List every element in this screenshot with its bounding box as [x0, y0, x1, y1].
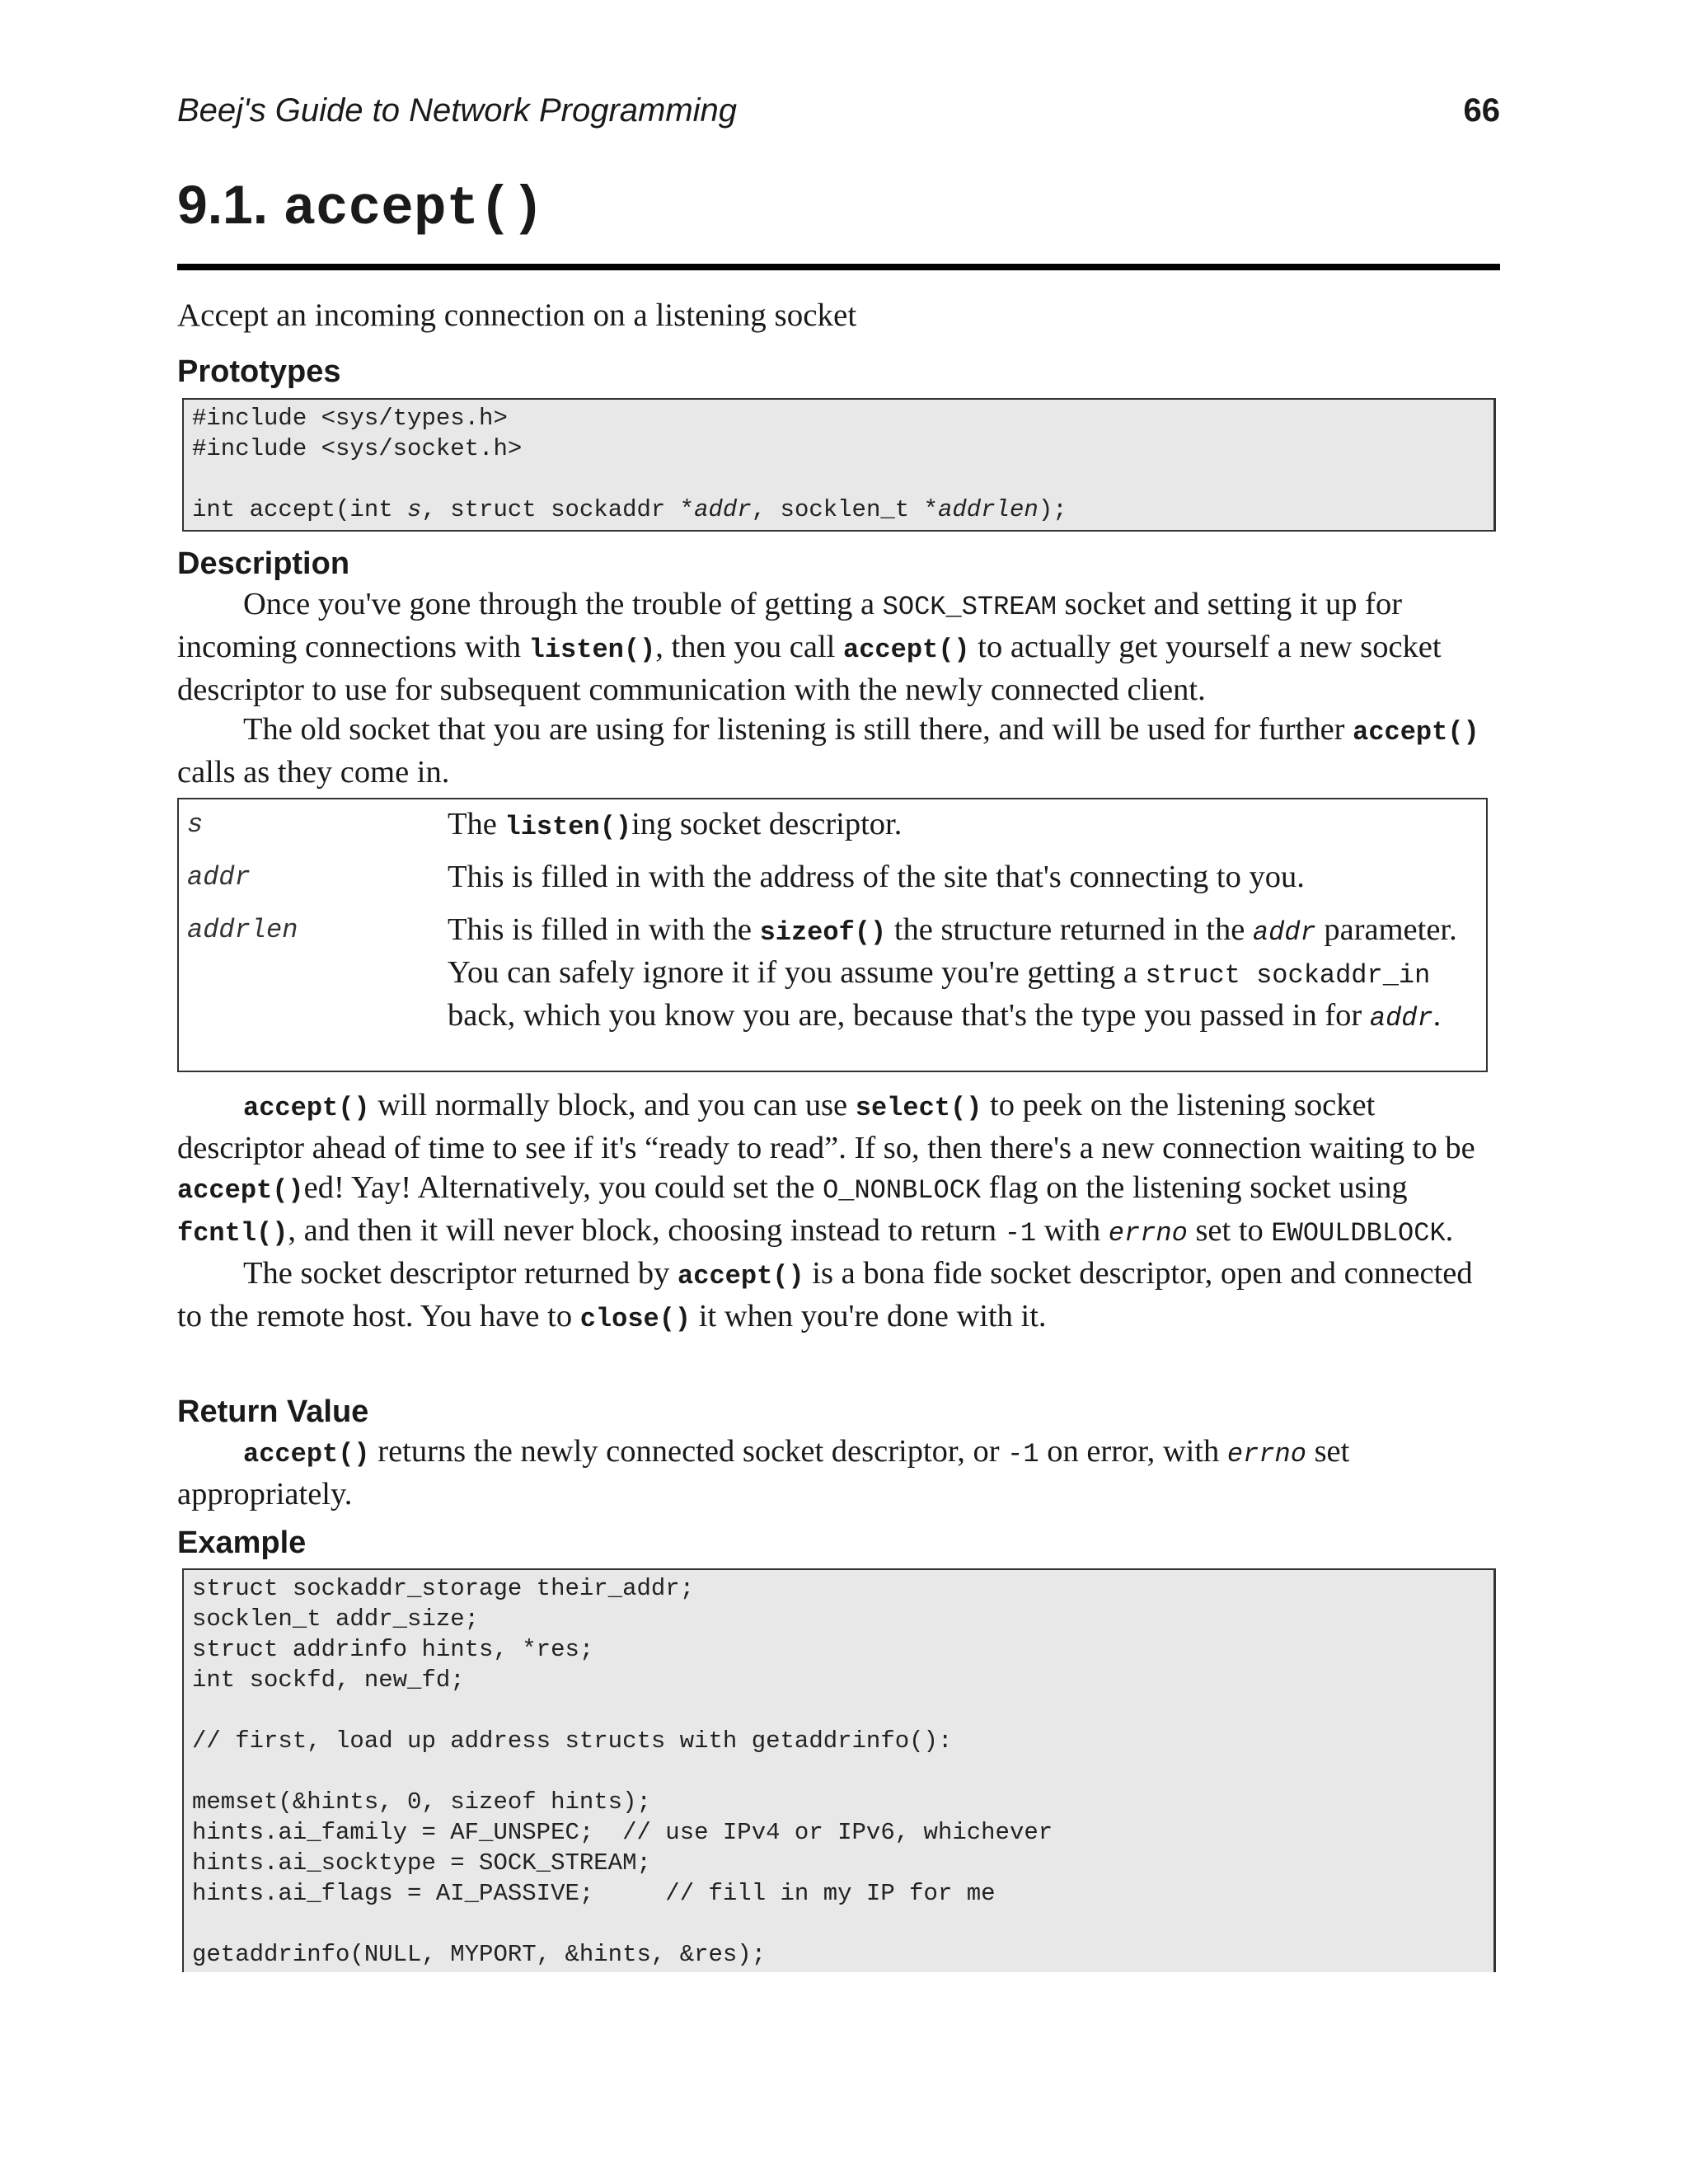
- code-line: hints.ai_flags = AI_PASSIVE; // fill in my IP for me: [192, 1880, 996, 1907]
- code-line: hints.ai_socktype = SOCK_STREAM;: [192, 1849, 651, 1877]
- text: parameter. You can safely ignore it if you assume you're getting a: [448, 912, 1457, 990]
- sig-param-addrlen: addrlen: [937, 496, 1039, 523]
- code-line-signature: [192, 496, 1067, 523]
- example-heading: Example: [177, 1526, 307, 1560]
- description-paragraph-1: [177, 584, 1500, 710]
- return-value-paragraph: [177, 1432, 1500, 1514]
- function-accept: accept(): [843, 635, 970, 665]
- code-line: #include <sys/types.h>: [192, 405, 508, 432]
- text: ed! Yay! Alternatively, you could set the: [303, 1170, 823, 1205]
- text: back, which you know you are, because that's the type you passed in for: [448, 998, 1370, 1033]
- behavior-paragraph-2: [177, 1254, 1500, 1339]
- function-summary: Accept an incoming connection on a listening socket: [177, 298, 857, 333]
- prototypes-code-block: [182, 398, 1496, 532]
- constant-ewouldblock: EWOULDBLOCK: [1271, 1218, 1446, 1249]
- text: Once you've gone through the trouble of getting a: [243, 587, 883, 621]
- sig-part: , struct sockaddr *: [421, 496, 695, 523]
- sig-part: , socklen_t *: [751, 496, 938, 523]
- description-paragraph-2: [177, 710, 1500, 792]
- description-heading: Description: [177, 546, 350, 581]
- code-line: #include <sys/socket.h>: [192, 435, 523, 462]
- text: socket and setting it up for incoming connections with: [177, 587, 1403, 664]
- behavior-paragraph-1: [177, 1085, 1500, 1254]
- sig-param-s: s: [407, 496, 422, 523]
- text: returns the newly connected socket descriptor, or: [369, 1434, 1008, 1469]
- code-line: hints.ai_family = AF_UNSPEC; // use IPv4 or IPv6, whichever: [192, 1819, 1053, 1846]
- function-accept: accept(): [1353, 717, 1479, 748]
- constant-o-nonblock: O_NONBLOCK: [823, 1175, 982, 1206]
- text: .: [1432, 998, 1442, 1033]
- param-description: This is filled in with the address of the site that's connecting to you.: [448, 860, 1305, 894]
- sig-part: );: [1038, 496, 1067, 523]
- text: the structure returned in the: [886, 912, 1253, 947]
- text: it when you're done with it.: [691, 1299, 1047, 1333]
- prototypes-code: [192, 403, 1485, 525]
- function-accept: accept(): [243, 1093, 370, 1123]
- variable-errno: errno: [1226, 1439, 1306, 1469]
- prototypes-heading: Prototypes: [177, 354, 341, 389]
- text: with: [1036, 1213, 1109, 1248]
- text: , then you call: [655, 630, 843, 664]
- section-number: 9.1.: [177, 174, 269, 235]
- section-heading: [177, 173, 544, 240]
- function-listen: listen(): [528, 635, 656, 665]
- running-header: [177, 92, 1500, 134]
- example-code-block: [182, 1568, 1496, 1972]
- code-line: memset(&hints, 0, sizeof hints);: [192, 1788, 651, 1816]
- text: calls as they come in.: [177, 755, 450, 790]
- param-name: addr: [187, 862, 251, 893]
- function-sizeof: sizeof(): [759, 917, 887, 948]
- behavior-body: [177, 1085, 1500, 1339]
- param-ref-addr: addr: [1252, 917, 1316, 948]
- code-line: struct sockaddr_storage their_addr;: [192, 1575, 695, 1602]
- section-function-name: accept(): [283, 178, 545, 240]
- text: is a bona fide socket descriptor, open and connected to the remote host. You have to: [177, 1256, 1473, 1333]
- text: .: [1445, 1213, 1454, 1248]
- description-body: [177, 584, 1500, 792]
- text: ing socket descriptor.: [631, 807, 903, 841]
- parameters-table: [177, 798, 1488, 1072]
- function-close: close(): [579, 1304, 692, 1334]
- text: on error, with: [1039, 1434, 1227, 1469]
- code-line: socklen_t addr_size;: [192, 1605, 480, 1633]
- return-value-heading: Return Value: [177, 1394, 369, 1429]
- text: This is filled in with the: [448, 912, 760, 947]
- param-name: addrlen: [187, 915, 298, 945]
- text: The socket descriptor returned by: [243, 1256, 678, 1291]
- example-code: [192, 1573, 1485, 1970]
- text: to actually get yourself a new socket descriptor to use for subsequent communication with the newly connected client.: [177, 630, 1442, 707]
- param-description: [448, 910, 1478, 1038]
- sig-param-addr: addr: [694, 496, 752, 523]
- sig-part: int accept(int: [192, 496, 408, 523]
- function-select: select(): [855, 1093, 982, 1123]
- value-neg-one: -1: [1004, 1218, 1037, 1249]
- function-accept: accept(): [177, 1175, 304, 1206]
- param-ref-addr: addr: [1369, 1003, 1433, 1033]
- text: set to: [1187, 1213, 1272, 1248]
- constant-sock-stream: SOCK_STREAM: [882, 592, 1057, 622]
- type-struct-sockaddr-in: struct sockaddr_in: [1145, 960, 1431, 991]
- book-title: Beej's Guide to Network Programming: [177, 92, 738, 129]
- text: The old socket that you are using for listening is still there, and will be used for further: [243, 712, 1353, 747]
- function-accept: accept(): [243, 1439, 370, 1469]
- param-name: s: [187, 809, 204, 840]
- text: , and then it will never block, choosing instead to return: [288, 1213, 1005, 1248]
- page-number: 66: [1463, 92, 1500, 129]
- param-description: [448, 804, 1478, 847]
- return-value-body: [177, 1432, 1500, 1514]
- function-listen: listen(): [504, 812, 632, 842]
- text: The: [448, 807, 505, 841]
- code-line: int sockfd, new_fd;: [192, 1666, 465, 1694]
- code-line: getaddrinfo(NULL, MYPORT, &hints, &res);: [192, 1941, 767, 1968]
- text: to peek on the listening socket descriptor ahead of time to see if it's “ready to read”. If so, then there's a new connection waiting to be: [177, 1088, 1475, 1165]
- function-accept: accept(): [678, 1261, 804, 1291]
- text: will normally block, and you can use: [369, 1088, 856, 1122]
- text: set appropriately.: [177, 1434, 1350, 1511]
- value-neg-one: -1: [1007, 1439, 1039, 1469]
- text: flag on the listening socket using: [981, 1170, 1408, 1205]
- code-line: struct addrinfo hints, *res;: [192, 1636, 594, 1663]
- function-fcntl: fcntl(): [177, 1218, 288, 1249]
- heading-rule: [177, 264, 1500, 270]
- code-line: // first, load up address structs with getaddrinfo():: [192, 1727, 953, 1755]
- variable-errno: errno: [1108, 1218, 1188, 1249]
